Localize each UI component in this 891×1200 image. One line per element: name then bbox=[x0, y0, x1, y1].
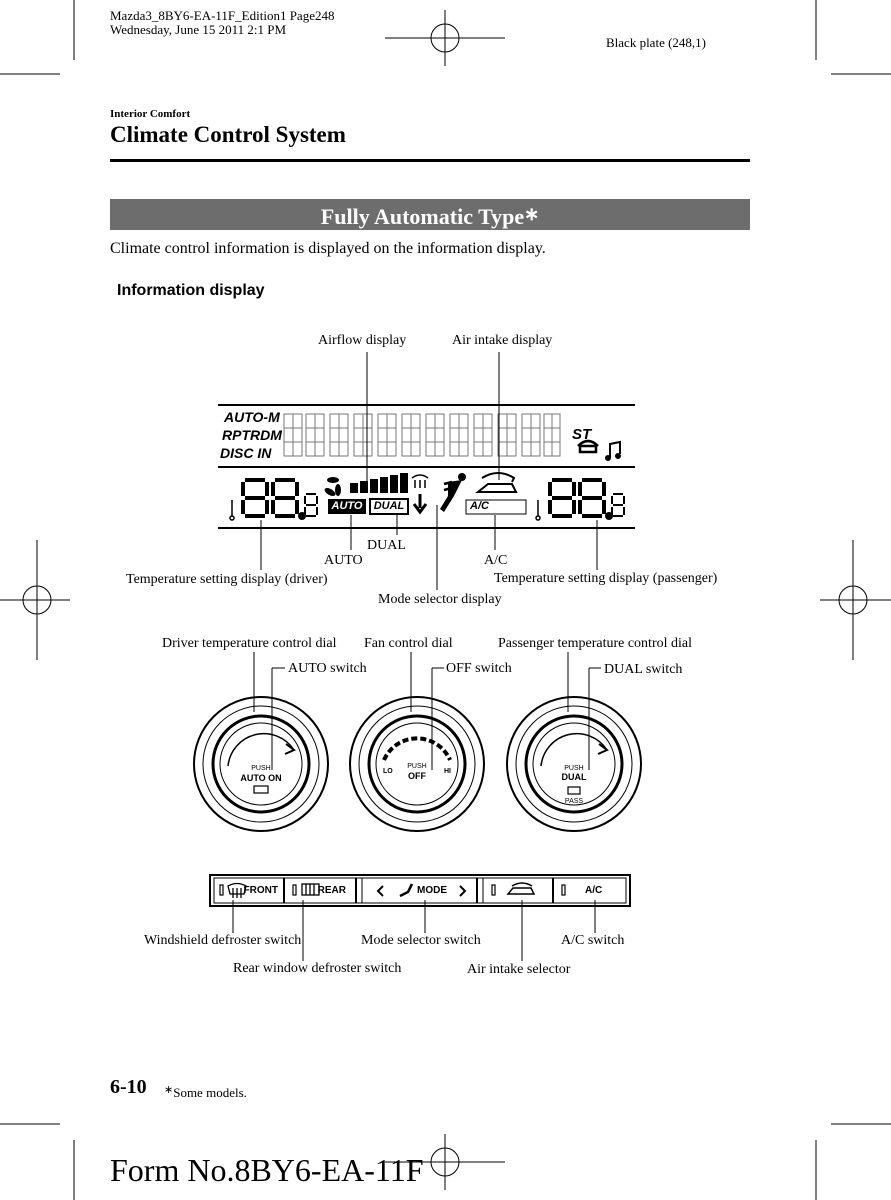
lcd-disc-in: DISC IN bbox=[220, 445, 272, 461]
fan-dial-push: PUSH bbox=[407, 763, 427, 770]
file-info-line1: Mazda3_8BY6-EA-11F_Edition1 Page248 bbox=[110, 8, 335, 23]
callout-mode-selector-display: Mode selector display bbox=[378, 592, 502, 607]
page-title: Climate Control System bbox=[110, 122, 346, 147]
rear-label: REAR bbox=[317, 885, 346, 896]
passenger-temp-digits bbox=[550, 480, 624, 518]
driver-auto-on-button[interactable]: AUTO ON bbox=[240, 773, 282, 783]
music-note-icon bbox=[606, 442, 620, 460]
ac-label: A/C bbox=[585, 885, 603, 896]
panel-leader-lines bbox=[233, 652, 601, 961]
callout-dual: DUAL bbox=[367, 538, 406, 553]
display-leader-lines bbox=[261, 352, 597, 590]
section-label: Interior Comfort bbox=[110, 108, 191, 120]
passenger-thermometer-icon bbox=[536, 500, 540, 520]
driver-dial bbox=[194, 697, 328, 831]
mode-down-arrow-icon bbox=[414, 494, 426, 512]
lcd-stereo: ST bbox=[572, 426, 592, 443]
mode-selector-button[interactable] bbox=[362, 878, 477, 903]
fan-icon bbox=[323, 477, 341, 498]
callout-rear-window-defroster: Rear window defroster switch bbox=[233, 961, 402, 976]
passenger-dial-push: PUSH bbox=[564, 765, 584, 772]
subheading: Information display bbox=[117, 282, 265, 299]
callout-dual-switch: DUAL switch bbox=[604, 662, 683, 677]
banner-asterisk: ∗ bbox=[524, 204, 540, 224]
callout-temp-driver: Temperature setting display (driver) bbox=[126, 572, 328, 587]
intro-text: Climate control information is displayed on the information display. bbox=[110, 240, 546, 257]
callout-driver-dial: Driver temperature control dial bbox=[162, 636, 337, 651]
fan-dial-lo: LO bbox=[383, 768, 393, 775]
defrost-icon bbox=[412, 475, 428, 488]
form-number: Form No.8BY6-EA-11F bbox=[110, 1152, 424, 1188]
callout-airflow-display: Airflow display bbox=[318, 333, 407, 348]
lcd-rptrdm: RPTRDM bbox=[222, 427, 282, 443]
lcd-auto-m: AUTO-M bbox=[224, 409, 280, 425]
fan-speed-bars bbox=[350, 473, 408, 493]
front-defroster-button[interactable] bbox=[214, 878, 284, 903]
lcd-dual-badge: DUAL bbox=[373, 500, 405, 512]
recirculation-car-icon bbox=[478, 473, 516, 492]
callout-windshield-defroster: Windshield defroster switch bbox=[144, 933, 302, 948]
file-info-line2: Wednesday, June 15 2011 2:1 PM bbox=[110, 22, 287, 37]
callout-off-switch: OFF switch bbox=[446, 661, 512, 676]
mode-label: MODE bbox=[417, 885, 447, 896]
rear-defroster-button[interactable] bbox=[284, 878, 356, 903]
lcd-auto-badge: AUTO bbox=[331, 500, 363, 512]
callout-auto: AUTO bbox=[324, 553, 363, 568]
driver-thermometer-icon bbox=[230, 500, 234, 520]
lcd-character-cells bbox=[284, 414, 560, 456]
callout-ac-switch: A/C switch bbox=[561, 933, 625, 948]
driver-temp-digits bbox=[243, 480, 317, 518]
footnote-text: Some models. bbox=[173, 1085, 247, 1100]
footnote-asterisk: ∗ bbox=[164, 1084, 174, 1096]
fan-dial-hi: HI bbox=[444, 768, 451, 775]
driver-dial-push: PUSH bbox=[251, 765, 271, 772]
plate-info: Black plate (248,1) bbox=[606, 35, 706, 50]
fan-off-button[interactable]: OFF bbox=[408, 771, 426, 781]
callout-passenger-dial: Passenger temperature control dial bbox=[498, 636, 692, 651]
lcd-ac-badge: A/C bbox=[470, 500, 489, 512]
callout-fan-dial: Fan control dial bbox=[364, 636, 453, 651]
banner-text: Fully Automatic Type bbox=[320, 204, 525, 229]
callout-air-intake-selector: Air intake selector bbox=[467, 962, 571, 977]
front-label: FRONT bbox=[243, 885, 278, 896]
callout-air-intake-display: Air intake display bbox=[452, 333, 553, 348]
passenger-dial-pass: PASS bbox=[564, 798, 584, 805]
ac-button[interactable] bbox=[553, 878, 626, 903]
callout-ac: A/C bbox=[484, 553, 508, 568]
callout-mode-selector-switch: Mode selector switch bbox=[361, 933, 481, 948]
footnote bbox=[164, 1083, 247, 1101]
callout-temp-passenger: Temperature setting display (passenger) bbox=[494, 571, 718, 586]
page-number: 6-10 bbox=[110, 1076, 147, 1098]
passenger-dial bbox=[507, 697, 641, 831]
air-intake-button[interactable] bbox=[483, 878, 553, 903]
callout-auto-switch: AUTO switch bbox=[288, 661, 367, 676]
seated-person-icon bbox=[440, 473, 466, 512]
passenger-dual-button[interactable]: DUAL bbox=[561, 772, 587, 782]
